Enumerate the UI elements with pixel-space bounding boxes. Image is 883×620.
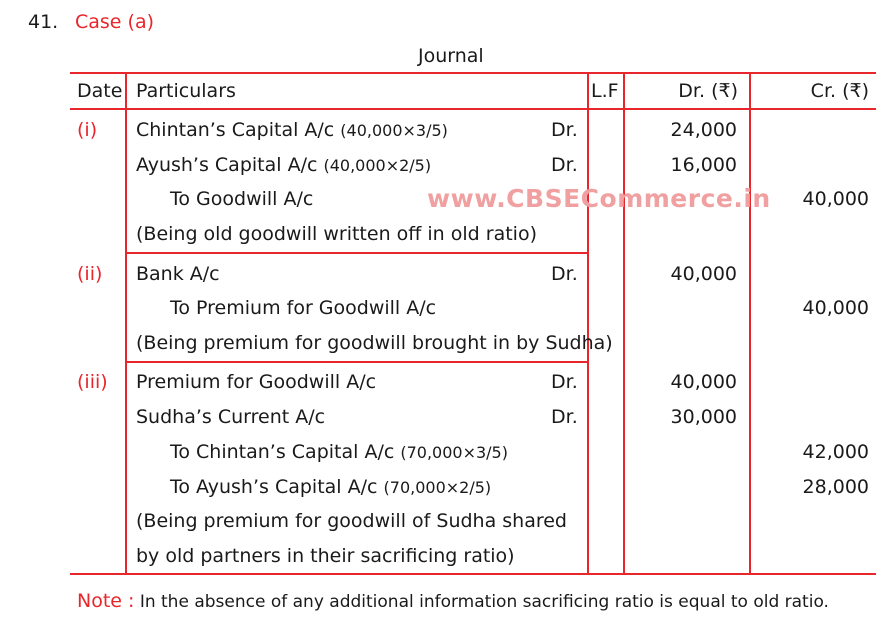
- calculation-note: (70,000×3/5): [400, 443, 508, 462]
- col-divider-dr: [749, 72, 751, 574]
- calculation-note: (40,000×3/5): [340, 121, 448, 140]
- debit-marker: Dr.: [551, 154, 578, 176]
- col-divider-lf: [623, 72, 625, 574]
- debit-marker: Dr.: [551, 119, 578, 141]
- table-top-border: [70, 72, 876, 74]
- account-name: Chintan’s Capital A/c (40,000×3/5): [136, 119, 448, 141]
- question-number: 41.: [28, 11, 59, 33]
- header-credit: Cr. (₹): [810, 80, 869, 102]
- narration: (Being premium for goodwill brought in by Sudha): [136, 332, 613, 354]
- case-label: Case (a): [75, 11, 155, 33]
- table-bottom-border: [70, 573, 876, 575]
- narration: (Being old goodwill written off in old ratio): [136, 223, 537, 245]
- header-lf: L.F: [591, 80, 619, 102]
- col-divider-date: [125, 72, 127, 574]
- credit-amount: 42,000: [802, 441, 869, 463]
- entry-date: (ii): [77, 263, 103, 285]
- note-label: Note :: [77, 590, 135, 612]
- header-date: Date: [77, 80, 123, 102]
- account-name: Premium for Goodwill A/c: [136, 371, 377, 393]
- account-name: Bank A/c: [136, 263, 220, 285]
- debit-amount: 30,000: [670, 406, 737, 428]
- debit-marker: Dr.: [551, 406, 578, 428]
- debit-amount: 24,000: [670, 119, 737, 141]
- calculation-note: (70,000×2/5): [383, 478, 492, 497]
- account-name: To Goodwill A/c: [170, 188, 314, 210]
- note-text: In the absence of any additional information sacrificing ratio is equal to old ratio.: [139, 592, 829, 612]
- debit-amount: 16,000: [670, 154, 737, 176]
- calculation-note: (40,000×2/5): [323, 156, 432, 175]
- credit-amount: 28,000: [802, 476, 869, 498]
- header-debit: Dr. (₹): [678, 80, 738, 102]
- entry-separator: [126, 361, 588, 363]
- col-divider-particulars: [587, 72, 589, 574]
- watermark-text: www.CBSECommerce.in: [427, 184, 771, 213]
- narration: by old partners in their sacrificing ratio): [136, 545, 515, 567]
- entry-separator: [126, 252, 588, 254]
- footer-note: [77, 590, 829, 612]
- header-particulars: Particulars: [136, 80, 236, 102]
- entry-date: (iii): [77, 371, 108, 393]
- account-name: Sudha’s Current A/c: [136, 406, 326, 428]
- account-name: To Premium for Goodwill A/c: [170, 297, 437, 319]
- debit-amount: 40,000: [670, 371, 737, 393]
- entry-date: (i): [77, 119, 98, 141]
- header-bottom-border: [70, 108, 876, 110]
- journal-title: Journal: [418, 45, 484, 67]
- narration: (Being premium for goodwill of Sudha shared: [136, 510, 567, 532]
- debit-marker: Dr.: [551, 263, 578, 285]
- debit-amount: 40,000: [670, 263, 737, 285]
- account-name: To Ayush’s Capital A/c (70,000×2/5): [170, 476, 492, 498]
- account-name: To Chintan’s Capital A/c (70,000×3/5): [170, 441, 508, 463]
- credit-amount: 40,000: [802, 297, 869, 319]
- credit-amount: 40,000: [802, 188, 869, 210]
- account-name: Ayush’s Capital A/c (40,000×2/5): [136, 154, 432, 176]
- debit-marker: Dr.: [551, 371, 578, 393]
